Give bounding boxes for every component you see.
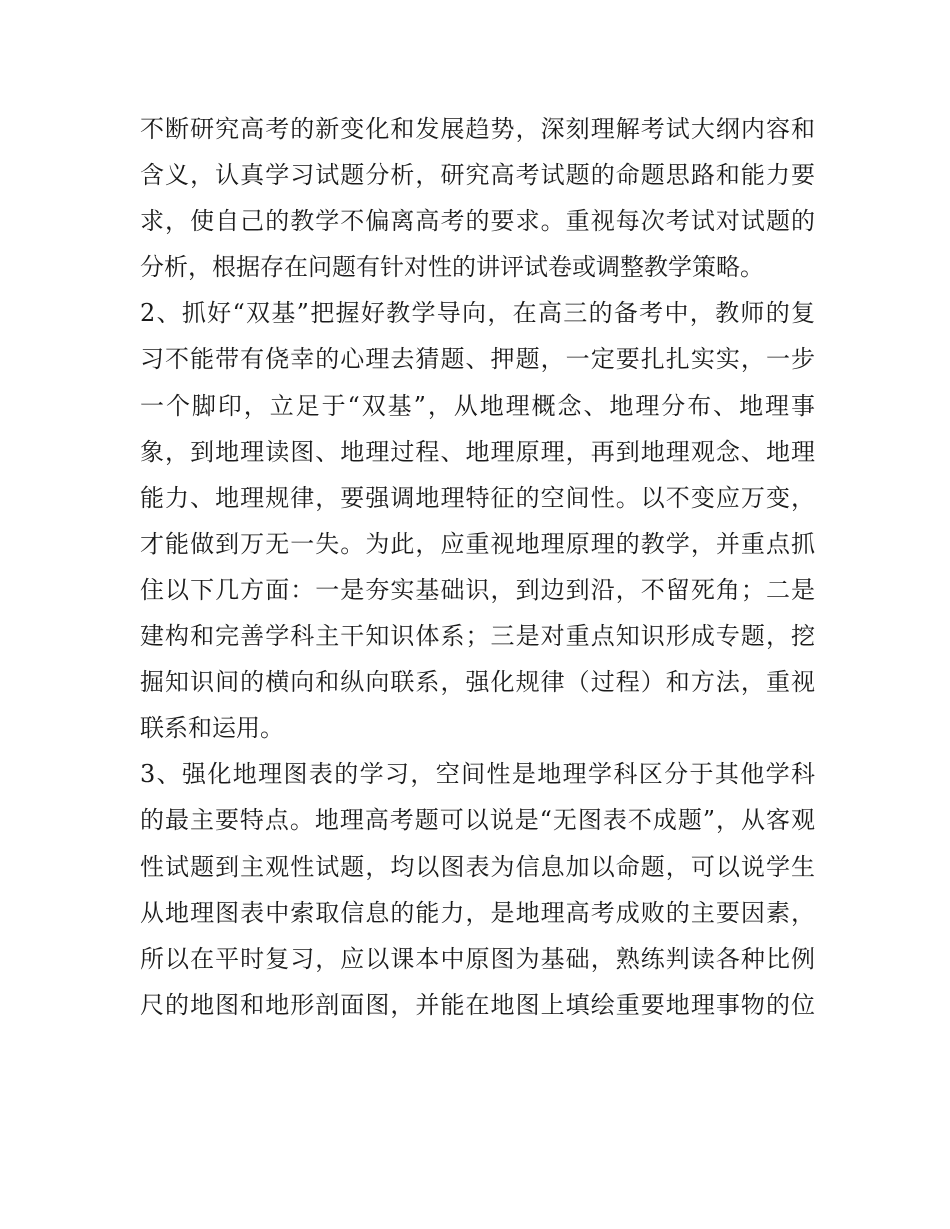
text-line: 联系和运用。: [140, 714, 284, 743]
text-line: 求，使自己的教学不偏离高考的要求。重视每次考试对试题的: [140, 207, 815, 236]
text-line: 含义，认真学习试题分析，研究高考试题的命题思路和能力要: [140, 161, 815, 190]
text-line: 3、强化地理图表的学习，空间性是地理学科区分于其他学科: [140, 760, 815, 789]
text-line: 住以下几方面：一是夯实基础识，到边到沿，不留死角；二是: [140, 575, 815, 604]
text-line: 掘知识间的横向和纵向联系，强化规律（过程）和方法，重视: [140, 668, 815, 697]
text-line: 的最主要特点。地理高考题可以说是“无图表不成题”，从客观: [140, 806, 815, 835]
text-line: 一个脚印，立足于“双基”，从地理概念、地理分布、地理事: [140, 391, 815, 420]
text-line: 从地理图表中索取信息的能力，是地理高考成败的主要因素，: [140, 898, 815, 927]
text-line: 能力、地理规律，要强调地理特征的空间性。以不变应万变，: [140, 483, 815, 512]
text-line: 尺的地图和地形剖面图，并能在地图上填绘重要地理事物的位: [140, 990, 815, 1019]
text-line: 性试题到主观性试题，均以图表为信息加以命题，可以说学生: [140, 852, 815, 881]
text-line: 2、抓好“双基”把握好教学导向，在高三的备考中，教师的复: [140, 299, 815, 328]
text-line: 习不能带有侥幸的心理去猜题、押题，一定要扎扎实实，一步: [140, 345, 815, 374]
text-line: 才能做到万无一失。为此，应重视地理原理的教学，并重点抓: [140, 529, 815, 558]
text-line: 象，到地理读图、地理过程、地理原理，再到地理观念、地理: [140, 437, 815, 466]
text-line: 分析，根据存在问题有针对性的讲评试卷或调整教学策略。: [140, 253, 764, 282]
text-line: 所以在平时复习，应以课本中原图为基础，熟练判读各种比例: [140, 944, 815, 973]
text-line: 不断研究高考的新变化和发展趋势，深刻理解考试大纲内容和: [140, 115, 815, 143]
text-line: 建构和完善学科主干知识体系；三是对重点知识形成专题，挖: [140, 622, 815, 651]
body-text: [140, 106, 815, 1028]
